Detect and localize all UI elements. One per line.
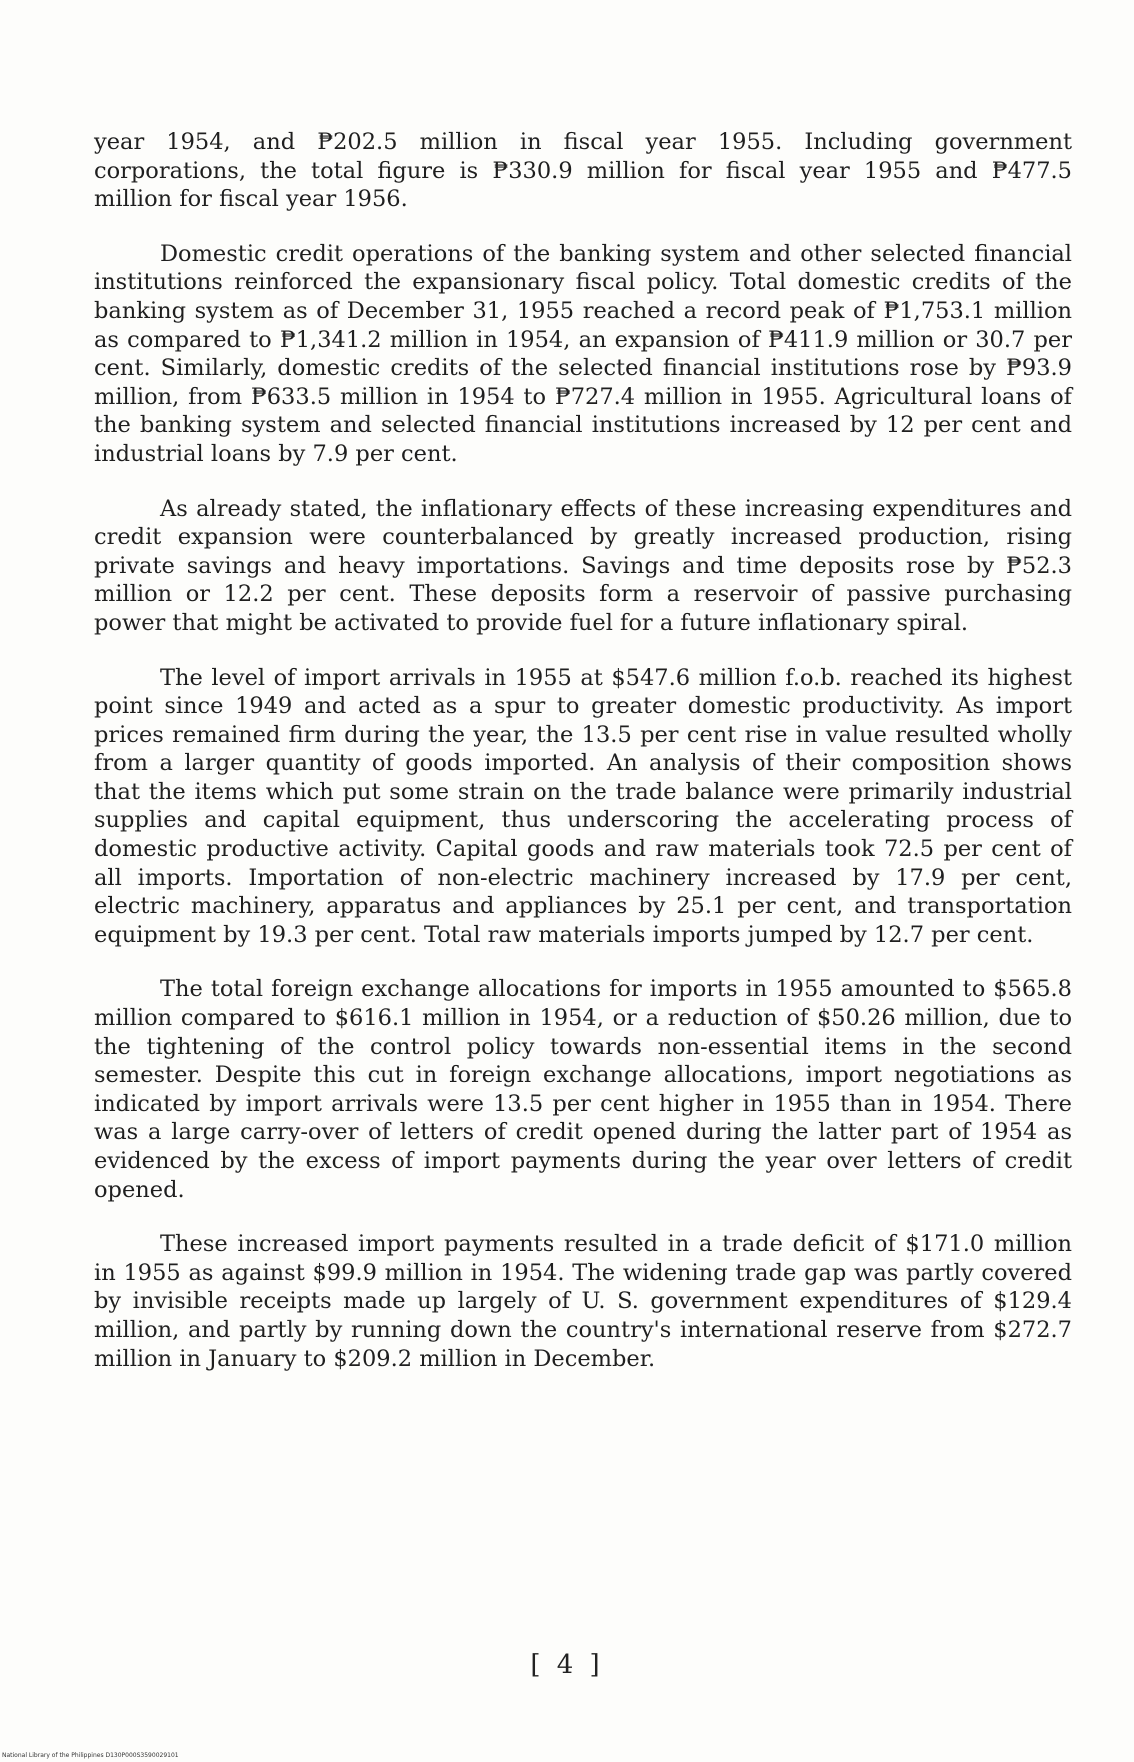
paragraph-continuation: year 1954, and ₱202.5 million in fiscal year 1955. Including government corporations, the total figure is ₱330.9 million for fiscal year 1955 and ₱477.5 million for fiscal year 1956. [94,129,1072,213]
document-body [94,128,1072,1399]
paragraph-trade-deficit: These increased import payments resulted in a trade deficit of $171.0 million in 1955 as against $99.9 million in 1954. The widening trade gap was partly covered by invisible receipts made up largely of U. S. government expenditures of $129.4 million, and partly by running down the country's international reserve from $272.7 million in January to $209.2 million in December. [94,1231,1072,1372]
paragraph-foreign-exchange: The total foreign exchange allocations for imports in 1955 amounted to $565.8 million compared to $616.1 million in 1954, or a reduction of $50.26 million, due to the tightening of the control policy towards non-essential items in the second semester. Despite this cut in foreign exchange allocations, import negotiations as indicated by import arrivals were 13.5 per cent higher in 1955 than in 1954. There was a large carry-over of letters of credit opened during the latter part of 1954 as evidenced by the excess of import payments during the year over letters of credit opened. [94,976,1072,1203]
paragraph-domestic-credit: Domestic credit operations of the banking system and other selected financial institutions reinforced the expansionary fiscal policy. Total domestic credits of the banking system as of December 31, 1955 reached a record peak of ₱1,753.1 million as compared to ₱1,341.2 million in 1954, an expansion of ₱411.9 million or 30.7 per cent. Similarly, domestic credits of the selected financial institutions rose by ₱93.9 million, from ₱633.5 million in 1954 to ₱727.4 million in 1955. Agricultural loans of the banking system and selected financial institutions increased by 12 per cent and industrial loans by 7.9 per cent. [94,240,1072,467]
page-number: [ 4 ] [530,1650,604,1680]
footer-credit: National Library of the Philippines D130P000S3590029101 [2,1752,179,1759]
paragraph-inflationary-effects: As already stated, the inflationary effects of these increasing expenditures and credit expansion were counterbalanced by greatly increased production, rising private savings and heavy importations. Savings and time deposits rose by ₱52.3 million or 12.2 per cent. These deposits form a reservoir of passive purchasing power that might be activated to provide fuel for a future inflationary spiral. [94,495,1072,636]
paragraph-import-arrivals: The level of import arrivals in 1955 at $547.6 million f.o.b. reached its highest point since 1949 and acted as a spur to greater domestic productivity. As import prices remained firm during the year, the 13.5 per cent rise in value resulted wholly from a larger quantity of goods imported. An analysis of their composition shows that the items which put some strain on the trade balance were primarily industrial supplies and capital equipment, thus underscoring the accelerating process of domestic productive activity. Capital goods and raw materials took 72.5 per cent of all imports. Importation of non-electric machinery increased by 17.9 per cent, electric machinery, apparatus and appliances by 25.1 per cent, and transportation equipment by 19.3 per cent. Total raw materials imports jumped by 12.7 per cent. [94,664,1072,948]
